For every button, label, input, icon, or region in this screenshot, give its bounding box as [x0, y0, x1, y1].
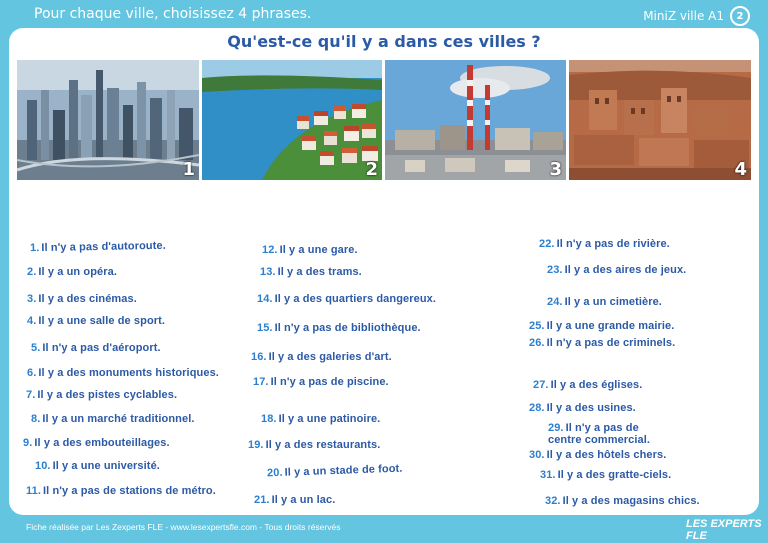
phrase-26: 26. Il n'y a pas de criminels.	[529, 337, 676, 349]
header-instruction: Pour chaque ville, choisissez 4 phrases.	[34, 6, 312, 22]
header-brand	[643, 6, 750, 26]
phrase-16: 16. Il y a des galeries d'art.	[251, 351, 392, 363]
sheet-number-badge: 2	[730, 6, 750, 26]
phrase-9: 9. Il y a des embouteillages.	[23, 437, 170, 449]
photo-number-2: 2	[365, 159, 378, 180]
skyscrapers-image	[17, 60, 199, 180]
experts-fle-logo: LES EXPERTS FLE	[686, 518, 762, 542]
phrase-30: 30. Il y a des hôtels chers.	[529, 449, 667, 461]
phrase-12: 12. Il y a une gare.	[262, 244, 358, 256]
phrase-23: 23. Il y a des aires de jeux.	[547, 264, 687, 276]
phrase-24: 24. Il y a un cimetière.	[547, 296, 662, 308]
phrase-21: 21. Il y a un lac.	[254, 494, 336, 506]
worksheet-title: Qu'est-ce qu'il y a dans ces villes ?	[227, 32, 541, 51]
phrase-20: 20. Il y a un stade de foot.	[266, 462, 403, 480]
footer-credits: Fiche réalisée par Les Zexperts FLE - www.lesexpertsfle.com - Tous droits réservés	[26, 522, 341, 532]
photo-city-4	[569, 60, 751, 180]
phrase-7: 7. Il y a des pistes cyclables.	[26, 389, 178, 401]
phrase-1: 1. Il n'y a pas d'autoroute.	[29, 239, 166, 255]
phrase-22: 22. Il n'y a pas de rivière.	[539, 238, 670, 250]
phrase-10: 10. Il y a une université.	[35, 460, 160, 472]
phrase-6: 6. Il y a des monuments historiques.	[27, 367, 219, 379]
phrase-32: 32. Il y a des magasins chics.	[545, 495, 700, 507]
phrase-19: 19. Il y a des restaurants.	[248, 439, 381, 451]
photo-city-1	[17, 60, 199, 180]
phrase-18: 18. Il y a une patinoire.	[261, 413, 381, 425]
phrase-14: 14. Il y a des quartiers dangereux.	[257, 293, 437, 305]
phrase-11: 11. Il n'y a pas de stations de métro.	[26, 485, 216, 497]
photo-city-2	[202, 60, 382, 180]
phrase-4: 4. Il y a une salle de sport.	[27, 315, 166, 327]
phrase-28: 28. Il y a des usines.	[529, 402, 636, 414]
photo-number-4: 4	[734, 159, 747, 180]
phrase-29: 29. Il n'y a pas de centre commercial.	[548, 422, 651, 446]
phrase-15: 15. Il n'y a pas de bibliothèque.	[257, 322, 421, 334]
industrial-city-image	[385, 60, 566, 180]
kasbah-image	[569, 60, 751, 180]
coastal-town-image	[202, 60, 382, 180]
phrase-3: 3. Il y a des cinémas.	[27, 293, 137, 305]
phrase-27: 27. Il y a des églises.	[533, 379, 643, 391]
phrase-31: 31. Il y a des gratte-ciels.	[540, 469, 672, 481]
phrase-8: 8. Il y a un marché traditionnel.	[31, 413, 195, 425]
phrase-13: 13. Il y a des trams.	[260, 266, 362, 278]
photo-city-3	[385, 60, 566, 180]
brand-label: MiniZ ville A1	[643, 9, 724, 23]
phrase-2: 2. Il y a un opéra.	[27, 266, 117, 278]
photo-number-3: 3	[549, 159, 562, 180]
photo-number-1: 1	[182, 159, 195, 180]
phrase-17: 17. Il n'y a pas de piscine.	[253, 376, 389, 388]
phrase-25: 25. Il y a une grande mairie.	[529, 320, 675, 332]
phrase-5: 5. Il n'y a pas d'aéroport.	[31, 342, 161, 354]
